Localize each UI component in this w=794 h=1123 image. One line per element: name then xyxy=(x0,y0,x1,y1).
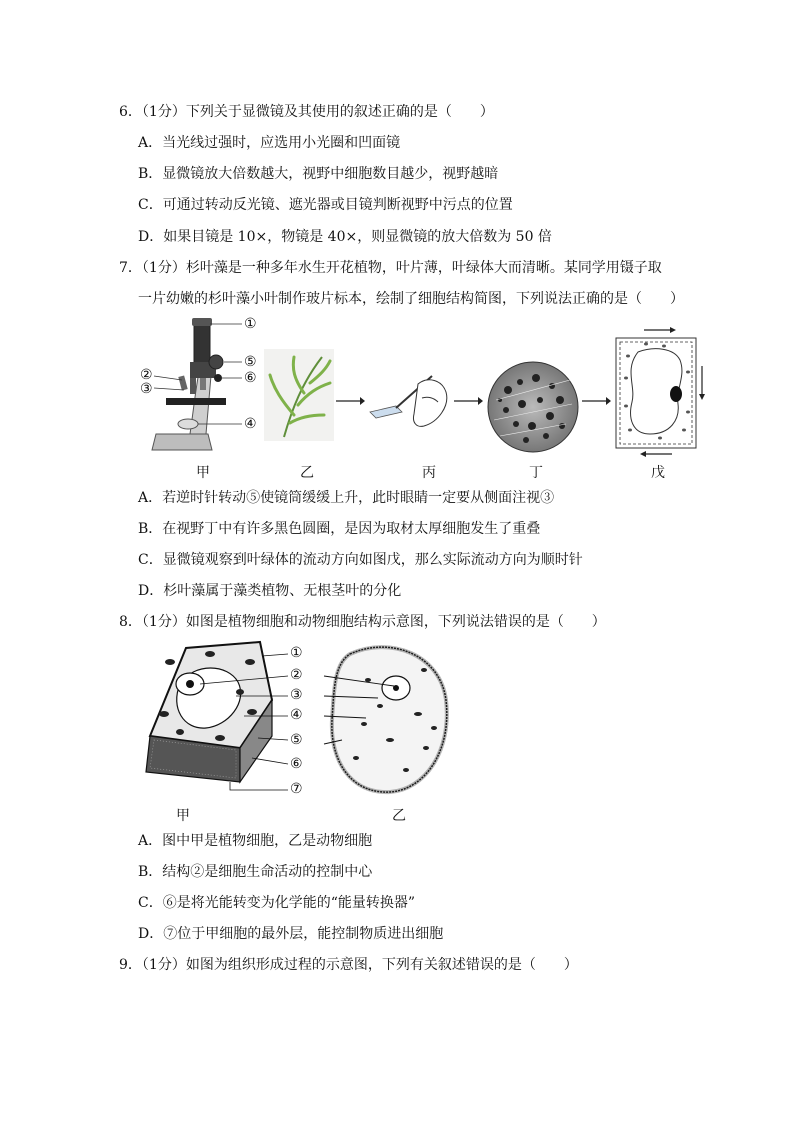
plant-cell-callout-5: ⑤ xyxy=(290,732,303,748)
q6-option-d[interactable]: D．如果目镜是 10×，物镜是 40×，则显微镜的放大倍数为 50 倍 xyxy=(138,229,552,245)
q8-option-d[interactable]: D．⑦位于甲细胞的最外层，能控制物质进出细胞 xyxy=(138,926,444,942)
figure-label-wu: 戊 xyxy=(651,465,665,481)
q7-option-a[interactable]: A．若逆时针转动⑤使镜筒缓缓上升，此时眼睛一定要从侧面注视③ xyxy=(138,490,555,506)
microscope-callout-4: ④ xyxy=(244,416,257,432)
microscope-figure xyxy=(138,316,268,458)
q6-option-c[interactable]: C．可通过转动反光镜、遮光器或目镜判断视野中污点的位置 xyxy=(138,197,513,213)
figure-label-animal-cell: 乙 xyxy=(392,808,406,824)
q7-option-b[interactable]: B．在视野丁中有许多黑色圆圈，是因为取材太厚细胞发生了重叠 xyxy=(138,521,541,537)
chloroplast-flow-cell-figure xyxy=(610,326,710,458)
q9-stem: 9．（1分）如图为组织形成过程的示意图，下列有关叙述错误的是（ ） xyxy=(119,957,578,973)
q7-stem-line1: 7．（1分）杉叶藻是一种多年水生开花植物，叶片薄，叶绿体大而清晰。某同学用镊子取 xyxy=(119,260,662,276)
q8-option-c[interactable]: C．⑥是将光能转变为化学能的“能量转换器” xyxy=(138,895,416,911)
q8-stem: 8．（1分）如图是植物细胞和动物细胞结构示意图，下列说法错误的是（ ） xyxy=(119,614,606,630)
microscope-callout-1: ① xyxy=(244,316,257,332)
q8-option-a[interactable]: A．图中甲是植物细胞，乙是动物细胞 xyxy=(138,833,373,849)
plant-cell-callout-7: ⑦ xyxy=(290,781,303,797)
plant-cell-callout-4: ④ xyxy=(290,707,303,723)
field-of-view-figure xyxy=(486,360,580,454)
q6-stem: 6．（1分）下列关于显微镜及其使用的叙述正确的是（ ） xyxy=(119,104,494,120)
figure-label-yi: 乙 xyxy=(300,465,314,481)
microscope-callout-2: ② xyxy=(140,367,153,383)
figure-label-plant-cell: 甲 xyxy=(176,808,190,824)
animal-cell-figure xyxy=(320,640,456,800)
plant-sprig-figure xyxy=(264,349,334,441)
microscope-callout-3: ③ xyxy=(140,381,153,397)
arrow-icon xyxy=(334,395,366,407)
q8-option-b[interactable]: B．结构②是细胞生命活动的控制中心 xyxy=(138,864,373,880)
q7-stem-line2: 一片幼嫩的杉叶藻小叶制作玻片标本，绘制了细胞结构简图，下列说法正确的是（ ） xyxy=(138,291,684,307)
plant-cell-callout-1: ① xyxy=(290,645,303,661)
slide-preparation-figure xyxy=(366,366,452,438)
q7-option-d[interactable]: D．杉叶藻属于藻类植物、无根茎叶的分化 xyxy=(138,583,402,599)
arrow-icon xyxy=(452,395,484,407)
plant-cell-callout-3: ③ xyxy=(290,687,303,703)
microscope-callout-5: ⑤ xyxy=(244,354,257,370)
q6-option-b[interactable]: B．显微镜放大倍数越大，视野中细胞数目越少，视野越暗 xyxy=(138,166,499,182)
plant-cell-callout-6: ⑥ xyxy=(290,756,303,772)
figure-label-jia: 甲 xyxy=(196,465,210,481)
microscope-callout-6: ⑥ xyxy=(244,370,257,386)
arrow-icon xyxy=(580,395,612,407)
plant-cell-callout-2: ② xyxy=(290,667,303,683)
figure-label-bing: 丙 xyxy=(422,465,436,481)
q6-option-a[interactable]: A．当光线过强时，应选用小光圈和凹面镜 xyxy=(138,135,401,151)
q7-option-c[interactable]: C．显微镜观察到叶绿体的流动方向如图戊，那么实际流动方向为顺时针 xyxy=(138,552,583,568)
figure-label-ding: 丁 xyxy=(529,465,543,481)
